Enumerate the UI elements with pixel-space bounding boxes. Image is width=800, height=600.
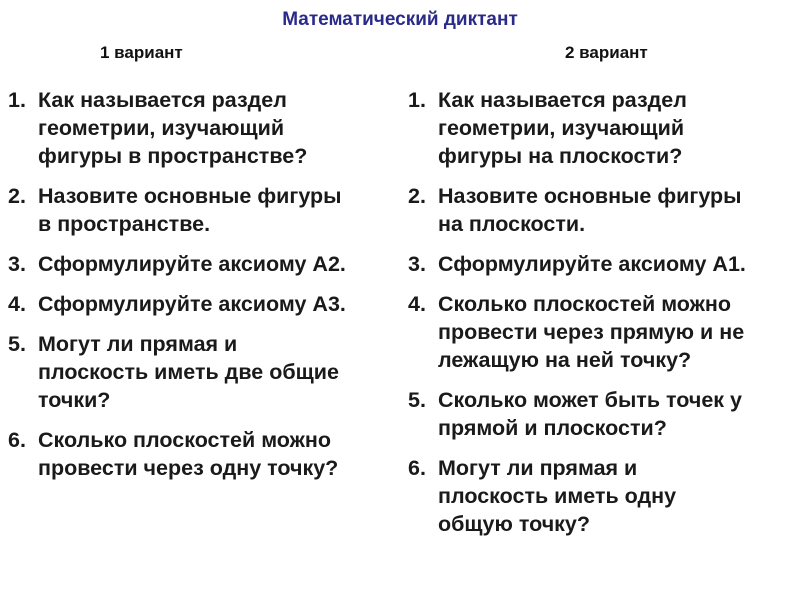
question-item bbox=[408, 182, 793, 238]
variant-1-column bbox=[8, 86, 393, 494]
question-text-line: Как называется раздел bbox=[438, 88, 687, 112]
question-text bbox=[38, 330, 393, 414]
question-item bbox=[8, 290, 393, 318]
question-number: 4. bbox=[8, 292, 26, 316]
question-number: 5. bbox=[408, 388, 426, 412]
question-text-line: Как называется раздел bbox=[38, 88, 287, 112]
question-text bbox=[38, 426, 393, 482]
question-item bbox=[8, 182, 393, 238]
question-text-line: Назовите основные фигуры bbox=[38, 184, 342, 208]
question-number: 4. bbox=[408, 292, 426, 316]
page-title: Математический диктант bbox=[282, 9, 518, 30]
question-text-line: геометрии, изучающий bbox=[38, 116, 285, 140]
question-text bbox=[38, 182, 393, 238]
question-text-line: геометрии, изучающий bbox=[438, 116, 685, 140]
question-text-line: плоскость иметь одну bbox=[438, 484, 677, 508]
question-text-line: фигуры в пространстве? bbox=[38, 144, 308, 168]
question-text bbox=[438, 290, 793, 374]
variant-2-question-list bbox=[408, 86, 793, 538]
question-number: 1. bbox=[8, 88, 26, 112]
variant-1-question-list bbox=[8, 86, 393, 482]
question-item bbox=[8, 250, 393, 278]
question-text-line: Сколько плоскостей можно bbox=[38, 428, 332, 452]
question-text-line: прямой и плоскости? bbox=[438, 416, 667, 440]
question-text bbox=[38, 86, 393, 170]
question-item bbox=[408, 454, 793, 538]
question-text bbox=[438, 454, 793, 538]
question-number: 1. bbox=[408, 88, 426, 112]
question-text-line: плоскость иметь две общие bbox=[38, 360, 339, 384]
question-text-line: Могут ли прямая и bbox=[438, 456, 638, 480]
question-item bbox=[408, 250, 793, 278]
question-item bbox=[8, 426, 393, 482]
question-number: 6. bbox=[8, 428, 26, 452]
question-item bbox=[8, 330, 393, 414]
question-text-line: Сформулируйте аксиому А2. bbox=[38, 252, 346, 276]
question-text-line: Сформулируйте аксиому А1. bbox=[438, 252, 746, 276]
question-item bbox=[408, 386, 793, 442]
question-text bbox=[38, 250, 393, 278]
question-number: 2. bbox=[408, 184, 426, 208]
question-text-line: провести через одну точку? bbox=[38, 456, 339, 480]
question-number: 6. bbox=[408, 456, 426, 480]
question-text-line: провести через прямую и не bbox=[438, 320, 745, 344]
question-item bbox=[408, 290, 793, 374]
question-text bbox=[438, 86, 793, 170]
question-text-line: Сколько может быть точек у bbox=[438, 388, 743, 412]
question-text-line: в пространстве. bbox=[38, 212, 211, 236]
question-number: 5. bbox=[8, 332, 26, 356]
question-text bbox=[38, 290, 393, 318]
question-text bbox=[438, 250, 793, 278]
question-text-line: Могут ли прямая и bbox=[38, 332, 238, 356]
question-text-line: лежащую на ней точку? bbox=[438, 348, 692, 372]
question-text-line: Сколько плоскостей можно bbox=[438, 292, 732, 316]
question-number: 3. bbox=[408, 252, 426, 276]
question-text-line: фигуры на плоскости? bbox=[438, 144, 683, 168]
question-text-line: Назовите основные фигуры bbox=[438, 184, 742, 208]
question-text bbox=[438, 386, 793, 442]
question-text-line: на плоскости. bbox=[438, 212, 586, 236]
question-number: 3. bbox=[8, 252, 26, 276]
question-item bbox=[408, 86, 793, 170]
question-text-line: общую точку? bbox=[438, 512, 591, 536]
question-number: 2. bbox=[8, 184, 26, 208]
variant-2-column bbox=[408, 86, 793, 550]
question-text bbox=[438, 182, 793, 238]
variant-1-heading: 1 вариант bbox=[100, 43, 183, 62]
variant-2-heading: 2 вариант bbox=[565, 43, 648, 62]
question-item bbox=[8, 86, 393, 170]
question-text-line: Сформулируйте аксиому А3. bbox=[38, 292, 346, 316]
question-text-line: точки? bbox=[38, 388, 111, 412]
